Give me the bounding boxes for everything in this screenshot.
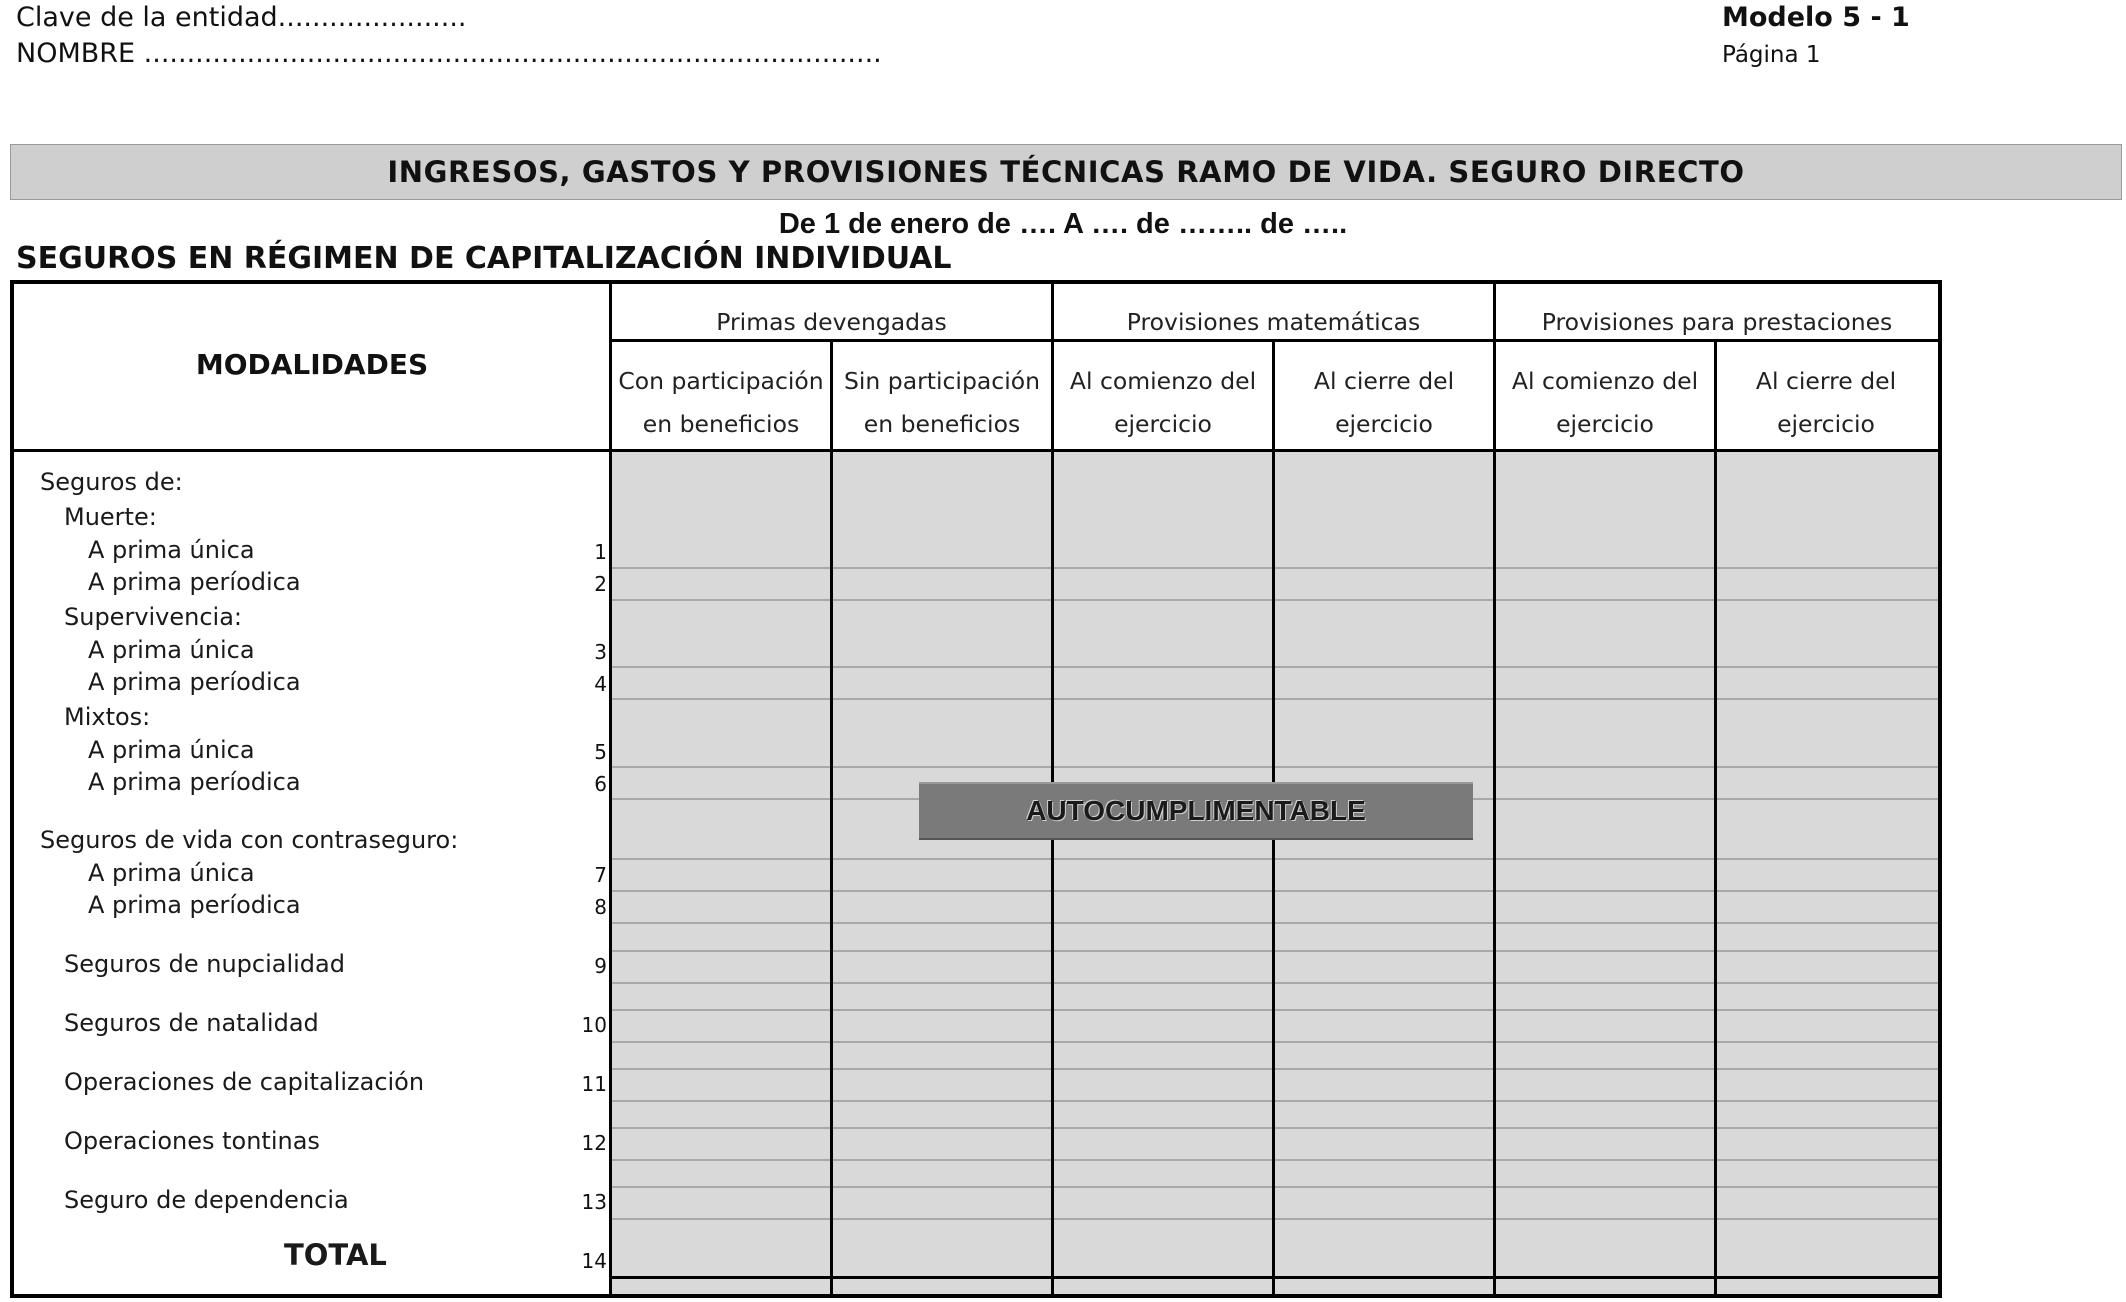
column-divider	[1714, 340, 1717, 1298]
row-label: Operaciones de capitalización	[64, 1068, 425, 1096]
column-header: Al cierre del ejercicio	[1313, 367, 1455, 438]
entity-key-field: Clave de la entidad......................	[16, 2, 467, 33]
header-bottom-rule	[10, 449, 1942, 452]
group-label: Supervivencia:	[64, 603, 243, 631]
group-header-rule	[610, 339, 1942, 342]
row-number: 6	[594, 772, 607, 796]
row-number: 12	[581, 1131, 607, 1155]
row-number: 7	[594, 863, 607, 887]
row-label: A prima períodica	[88, 568, 301, 596]
row-label: A prima única	[88, 859, 255, 887]
column-header: Al comienzo del ejercicio	[1511, 367, 1699, 438]
row-divider	[612, 1159, 1938, 1161]
row-label: A prima única	[88, 536, 255, 564]
row-divider	[612, 766, 1938, 768]
row-label: A prima única	[88, 636, 255, 664]
column-header: Con participación en beneficios	[618, 367, 824, 438]
row-number: 3	[594, 640, 607, 664]
row-divider	[612, 1186, 1938, 1188]
group-label: Seguros de vida con contraseguro:	[40, 826, 459, 854]
group-label: Muerte:	[64, 503, 157, 531]
row-number: 10	[581, 1013, 607, 1037]
row-number: 2	[594, 572, 607, 596]
row-number: 14	[581, 1249, 607, 1273]
row-divider	[612, 599, 1938, 601]
row-number: 5	[594, 740, 607, 764]
row-divider	[612, 890, 1938, 892]
column-divider	[830, 340, 833, 1298]
row-number: 4	[594, 672, 607, 696]
row-divider	[612, 1068, 1938, 1070]
form-title: INGRESOS, GASTOS Y PROVISIONES TÉCNICAS RAMO DE VIDA. SEGURO DIRECTO	[10, 144, 2122, 200]
row-number: 13	[581, 1190, 607, 1214]
row-divider	[612, 922, 1938, 924]
modalidades-header: MODALIDADES	[195, 348, 429, 381]
row-number: 8	[594, 895, 607, 919]
row-divider	[612, 567, 1938, 569]
row-label: Seguros de natalidad	[64, 1009, 319, 1037]
row-label: Operaciones tontinas	[64, 1127, 320, 1155]
group-label: Seguros de:	[40, 468, 183, 496]
column-header: Al cierre del ejercicio	[1755, 367, 1897, 438]
input-area	[612, 451, 1938, 1294]
column-header: Al comienzo del ejercicio	[1069, 367, 1257, 438]
column-header: Sin participación en beneficios	[843, 367, 1041, 438]
row-divider	[612, 950, 1938, 952]
row-divider	[612, 698, 1938, 700]
row-number: 9	[594, 954, 607, 978]
group-header-provisiones-matematicas: Provisiones matemáticas	[1126, 308, 1421, 336]
total-label: TOTAL	[284, 1238, 387, 1272]
row-divider	[612, 1218, 1938, 1220]
period-line: De 1 de enero de …. A …. de …….. de …..	[778, 208, 1348, 240]
group-header-primas: Primas devengadas	[716, 308, 947, 336]
row-divider	[612, 858, 1938, 860]
row-label: A prima períodica	[88, 668, 301, 696]
page-number: Página 1	[1722, 42, 1821, 68]
entity-name-field: NOMBRE ......................................................................................	[16, 38, 882, 69]
row-number: 1	[594, 540, 607, 564]
row-divider	[612, 1100, 1938, 1102]
autocumplimentable-stamp: AUTOCUMPLIMENTABLE	[919, 782, 1473, 840]
row-label: A prima períodica	[88, 768, 301, 796]
section-title: SEGUROS EN RÉGIMEN DE CAPITALIZACIÓN INDIVIDUAL	[16, 241, 952, 276]
group-label: Mixtos:	[64, 703, 151, 731]
row-number: 11	[581, 1072, 607, 1096]
row-divider	[612, 666, 1938, 668]
row-label: Seguro de dependencia	[64, 1186, 349, 1214]
row-label: A prima única	[88, 736, 255, 764]
row-label: A prima períodica	[88, 891, 301, 919]
row-divider	[612, 1041, 1938, 1043]
group-header-provisiones-prestaciones: Provisiones para prestaciones	[1541, 308, 1893, 336]
row-label: Seguros de nupcialidad	[64, 950, 345, 978]
row-divider	[612, 982, 1938, 984]
row-divider	[612, 1009, 1938, 1011]
total-divider	[612, 1276, 1938, 1279]
row-divider	[612, 1127, 1938, 1129]
model-number: Modelo 5 - 1	[1722, 2, 1910, 33]
